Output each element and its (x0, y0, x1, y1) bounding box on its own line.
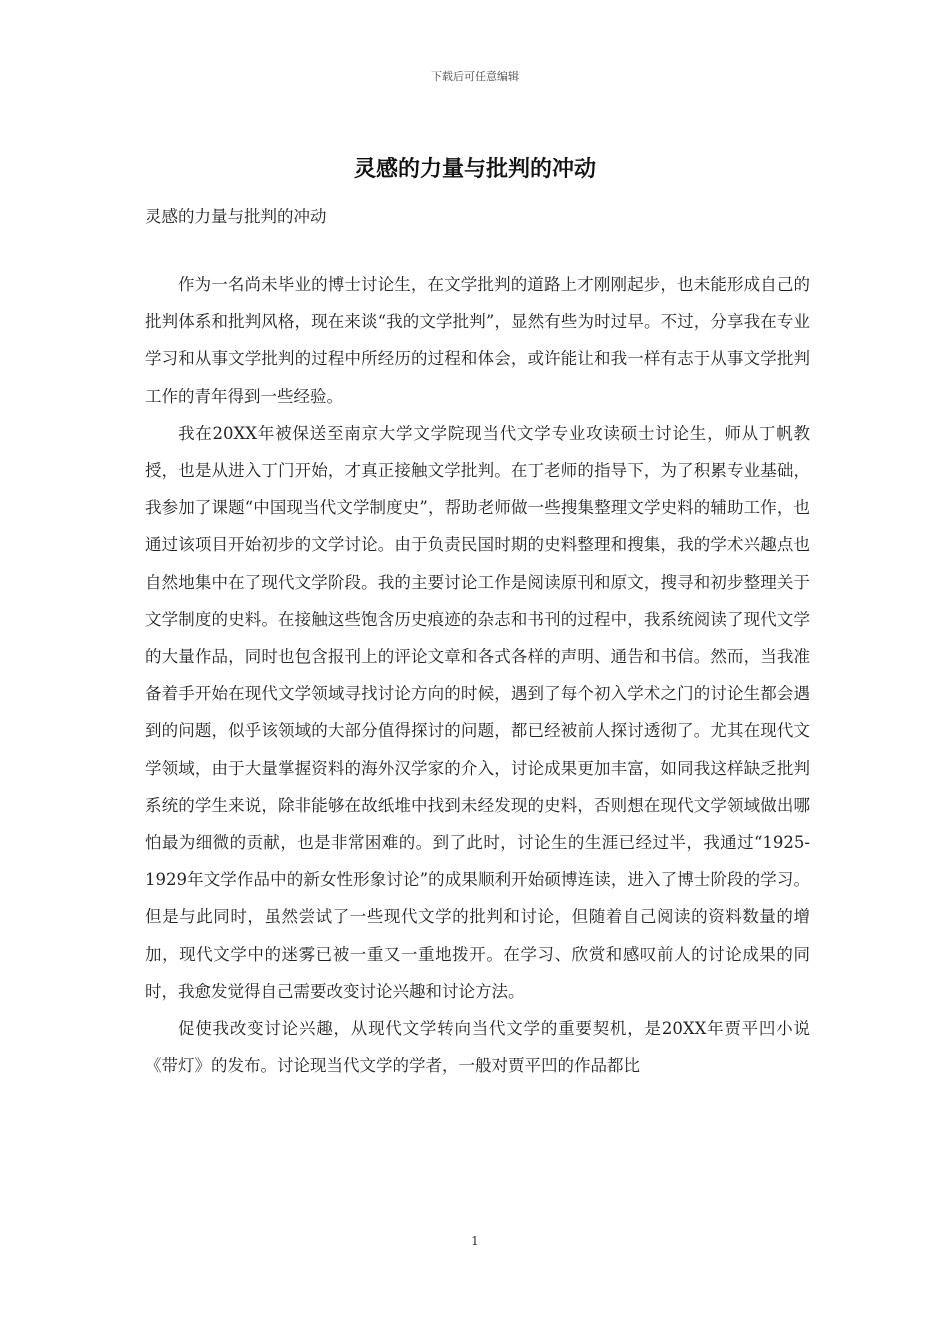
document-subtitle: 灵感的力量与批判的冲动 (145, 207, 327, 226)
paragraph: 作为一名尚未毕业的博士讨论生，在文学批判的道路上才刚刚起步，也未能形成自己的批判体系和批判风格，现在来谈“我的文学批判”，显然有些为时过早。不过，分享我在专业学习和从事文学批判的过程中所经历的过程和体会，或许能让和我一样有志于从事文学批判工作的青年得到一些经验。 (145, 275, 810, 406)
document-body (145, 266, 810, 1084)
paragraph: 促使我改变讨论兴趣，从现代文学转向当代文学的重要契机，是20XX年贾平凹小说《带灯》的发布。讨论现当代文学的学者，一般对贾平凹的作品都比 (145, 1019, 810, 1076)
header-note: 下载后可任意编辑 (431, 70, 519, 83)
page-number: 1 (471, 1234, 479, 1248)
document-title: 灵感的力量与批判的冲动 (353, 157, 596, 182)
paragraph: 我在20XX年被保送至南京大学文学院现当代文学专业攻读硕士讨论生，师从丁帆教授，也是从进入丁门开始，才真正接触文学批判。在丁老师的指导下，为了积累专业基础，我参加了课题“中国现当代文学制度史”，帮助老师做一些搜集整理文学史料的辅助工作，也通过该项目开始初步的文学讨论。由于负责民国时期的史料整理和搜集，我的学术兴趣点也自然地集中在了现代文学阶段。我的主要讨论工作是阅读原刊和原文，搜寻和初步整理关于文学制度的史料。在接触这些饱含历史痕迹的杂志和书刊的过程中，我系统阅读了现代文学的大量作品，同时也包含报刊上的评论文章和各式各样的声明、通告和书信。然而，当我准备着手开始在现代文学领域寻找讨论方向的时候，遇到了每个初入学术之门的讨论生都会遇到的问题，似乎该领域的大部分值得探讨的问题，都已经被前人探讨透彻了。尤其在现代文学领域，由于大量掌握资料的海外汉学家的介入，讨论成果更加丰富，如同我这样缺乏批判系统的学生来说，除非能够在故纸堆中找到未经发现的史料，否则想在现代文学领域做出哪怕最为细微的贡献，也是非常困难的。到了此时，讨论生的生涯已经过半，我通过“1925-1929年文学作品中的新女性形象讨论”的成果顺利开始硕博连读，进入了博士阶段的学习。但是与此同时，虽然尝试了一些现代文学的批判和讨论，但随着自己阅读的资料数量的增加，现代文学中的迷雾已被一重又一重地拨开。在学习、欣赏和感叹前人的讨论成果的同时，我愈发觉得自己需要改变讨论兴趣和讨论方法。 (145, 423, 810, 1001)
